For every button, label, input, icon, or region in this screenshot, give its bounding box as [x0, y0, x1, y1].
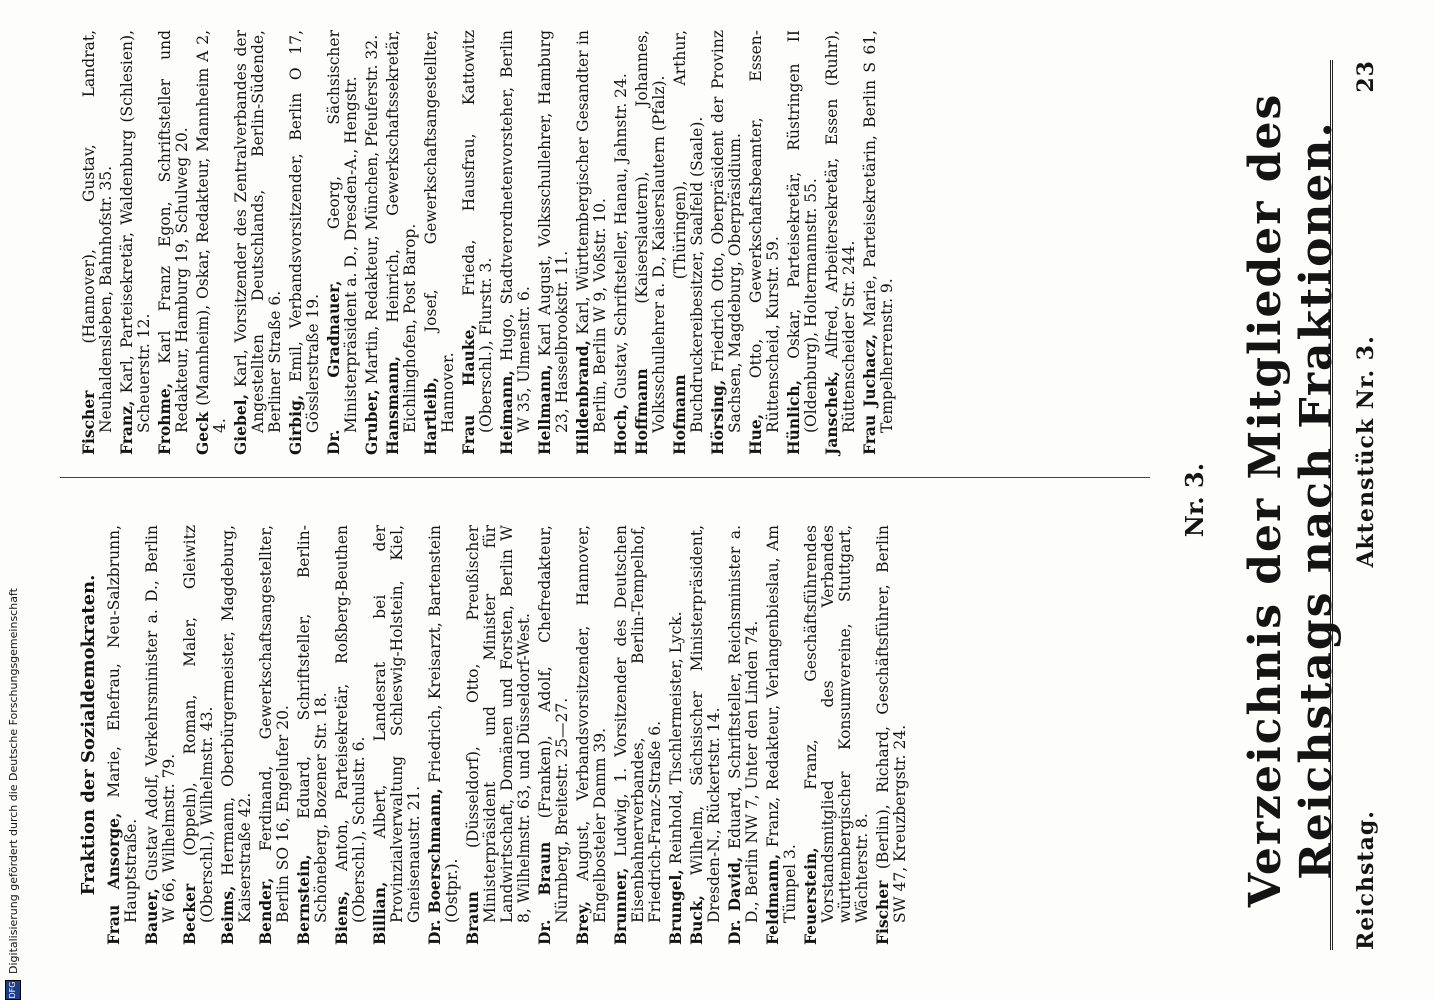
member-details: Eduard, Schriftsteller, Berlin-Schöneberg, Bozener Str. 18. — [295, 525, 330, 923]
member-details: Hugo, Stadtverordnetenvorsteher, Berlin W 35, Ulmenstr. 6. — [498, 30, 533, 433]
member-name: Frohme, — [155, 382, 174, 455]
member-details: Heinrich, Gewerkschaftssekretär, Eichlinghofen, Post Barop. — [384, 30, 419, 433]
member-details: Martin, Redakteur, München, Pfeuferstr. 32. — [363, 34, 381, 390]
member-name: Hünlich, — [784, 379, 803, 455]
member-name: Feldmann, — [763, 853, 782, 945]
digitization-note — [4, 0, 22, 1000]
member-name: Billian, — [370, 881, 389, 945]
member-entry — [426, 525, 461, 945]
member-details: Franz, Redakteur, Verlangenbieslau, Am Tümpel 3. — [764, 525, 799, 923]
member-details: (Oppeln), Roman, Maler, Gleiwitz (Oberschl.), Wilhelmstr. 43. — [181, 525, 216, 923]
member-details: Albert, Landesrat bei der Provinzialverwaltung Schleswig-Holstein, Kiel, Gneisenaustr. 21. — [371, 525, 423, 923]
member-details: Frieda, Hausfrau, Kattowitz (Oberschl.), Flurstr. 3. — [460, 30, 495, 433]
member-entry — [371, 525, 423, 945]
member-details: Franz, Geschäftsführendes Vorstandsmitglied des Verbandes württembergischer Konsumvereine, Stuttgart, Wächterstr. 8. — [802, 525, 871, 923]
member-details: Anton, Parteisekretär, Roßberg-Beuthen (Oberschl.), Schulstr. 6. — [333, 525, 368, 923]
member-entry — [194, 30, 229, 455]
member-entry — [363, 30, 381, 455]
member-name: Fischer — [873, 880, 892, 945]
member-entry — [181, 525, 216, 945]
member-details: Reinhold, Tischlermeister, Lyck. — [667, 611, 685, 870]
member-entry — [80, 30, 115, 455]
member-entry — [861, 30, 896, 455]
header-left: Reichstag. — [1353, 810, 1379, 950]
member-entry — [143, 525, 178, 945]
member-name: Bernstein, — [294, 854, 313, 945]
member-name: Franz, — [117, 400, 136, 455]
member-details: Eduard, Schriftsteller, Reichsminister a. D., Berlin NW 7, Unter den Linden 74. — [726, 525, 761, 923]
member-entry — [747, 30, 782, 455]
member-name: Dr. Boerschmann, — [425, 788, 444, 945]
left-column — [80, 525, 1224, 945]
member-name: Feuerstein, — [801, 847, 820, 945]
member-entry — [325, 30, 360, 455]
member-list-left — [105, 525, 909, 945]
member-entry — [633, 30, 668, 455]
document-number: Nr. 3. — [1180, 462, 1209, 538]
member-name: Beims, — [218, 885, 237, 945]
member-entry — [612, 525, 664, 945]
member-details: Marie, Parteisekretärin, Berlin S 61, Tempelherrenstr. 9. — [861, 30, 896, 433]
member-entry — [536, 30, 571, 455]
member-entry — [460, 30, 495, 455]
member-name: Hellmann, — [535, 364, 554, 455]
member-name: Bender, — [256, 877, 275, 945]
member-details: (Kaiserslautern), Johannes, Volksschullehrer a. D., Kaiserslautern (Pfalz). — [633, 30, 668, 433]
member-name: Frau Hauke, — [459, 324, 478, 455]
member-name: Bauer, — [142, 888, 161, 945]
member-details: Karl, Parteisekretär, Waldenburg (Schlesien), Scheuerstr. 12. — [118, 30, 153, 433]
member-entry — [156, 30, 191, 455]
member-name: Hildenbrand, — [573, 340, 592, 455]
member-details: (Hannover), Gustav, Landrat, Neuhaldensleben, Bahnhofstr. 35. — [80, 30, 115, 433]
member-details: Marie, Ehefrau, Neu-Salzbrunn, Hauptstraße. — [105, 525, 140, 923]
member-entry — [802, 525, 871, 945]
member-name: Fischer — [79, 390, 98, 455]
member-details: (Berlin), Richard, Geschäftsführer, Berlin SW 47, Kreuzbergstr. 24. — [874, 525, 909, 923]
member-name: Giebel, — [231, 394, 250, 455]
member-details: Karl, Vorsitzender des Zentralverbandes der Angestellten Deutschlands, Berlin-Südende, Berliner Straße 6. — [232, 30, 284, 433]
member-name: Hofmann — [670, 374, 689, 455]
member-details: Ludwig, 1. Vorsitzender des Deutschen Eisenbahnerverbandes, Berlin-Tempelhof, Friedrich-Franz-Straße 6. — [612, 525, 664, 923]
member-details: August, Verbandsvorsitzender, Hannover, Engelbosteler Damm 39. — [574, 525, 609, 923]
member-list-right — [80, 30, 896, 455]
member-entry — [785, 30, 820, 455]
member-entry — [823, 30, 858, 455]
member-name: Buck, — [687, 895, 706, 945]
member-details: Karl Franz Egon, Schriftsteller und Redakteur, Hamburg 19, Schulweg 20. — [156, 30, 191, 433]
column-divider — [60, 477, 1150, 478]
member-name: Hoch, — [611, 403, 630, 455]
page-title: Verzeichnis der Mitglieder des Reichstags nach Fraktionen. — [1240, 92, 1342, 908]
member-details: Wilhelm, Sächsischer Ministerpräsident, Dresden-N., Rückertstr. 14. — [688, 525, 723, 923]
right-column — [80, 30, 1224, 455]
member-entry — [574, 30, 609, 455]
member-entry — [498, 30, 533, 455]
page-header — [1346, 60, 1386, 950]
member-entry — [667, 525, 685, 945]
member-details: Oskar, Parteisekretär, Rüstringen II (Oldenburg), Holtermannstr. 55. — [785, 30, 820, 433]
member-details: Friedrich, Kreisarzt, Bartenstein (Ostpr.). — [426, 525, 461, 923]
member-entry — [287, 30, 322, 455]
member-name: Hansmann, — [383, 355, 402, 455]
member-name: Dr. Braun — [535, 841, 554, 945]
member-entry — [384, 30, 419, 455]
member-name: Heimann, — [497, 370, 516, 455]
member-name: Hoffmann — [632, 368, 651, 455]
member-entry — [105, 525, 140, 945]
member-details: Otto, Gewerkschaftsbeamter, Essen-Rüttenscheid, Kurstr. 59. — [747, 30, 782, 433]
fraction-title: Fraktion der Sozialdemokraten. — [78, 574, 99, 896]
member-entry — [671, 30, 706, 455]
member-entry — [764, 525, 799, 945]
member-details: (Mannheim), Oskar, Redakteur, Mannheim A 2, 4. — [194, 30, 229, 433]
member-entry — [333, 525, 368, 945]
member-name: Janschek, — [822, 370, 841, 455]
member-details: Ferdinand, Gewerkschaftsangestellter, Berlin SO 16, Engelufer 20. — [257, 525, 292, 923]
member-details: (Düsseldorf), Otto, Preußischer Ministerpräsident und Minister für Landwirtschaft, Domänen und Forsten, Berlin W 8, Wilhelmstr. 63, und Düsseldorf-West. — [464, 525, 533, 923]
member-name: Becker — [180, 883, 199, 945]
member-entry — [612, 30, 630, 455]
member-details: (Thüringen), Arthur, Buchdruckereibesitzer, Saalfeld (Saale). — [671, 30, 706, 433]
member-entry — [219, 525, 254, 945]
member-entry — [874, 525, 909, 945]
member-details: Karl, Württembergischer Gesandter in Berlin, Berlin W 9, Voßstr. 10. — [574, 30, 609, 433]
member-entry — [257, 525, 292, 945]
member-entry — [422, 30, 457, 455]
member-entry — [536, 525, 571, 945]
digitization-text: Digitalisierung gefördert durch die Deutsche Forschungsgemeinschaft — [6, 588, 20, 974]
member-details: Alfred, Arbeitersekretär, Essen (Ruhr), Rüttenscheider Str. 244. — [823, 30, 858, 433]
member-name: Dr. Gradnauer, — [324, 280, 343, 455]
member-details: Friedrich Otto, Oberpräsident der Provinz Sachsen, Magdeburg, Oberpräsidium. — [709, 30, 744, 433]
member-entry — [574, 525, 609, 945]
member-entry — [688, 525, 723, 945]
member-details: Josef, Gewerkschaftsangestellter, Hannover. — [422, 30, 457, 433]
member-name: Frau Juchacz, — [860, 333, 879, 455]
member-name: Frau Ansorge, — [104, 812, 123, 945]
member-name: Brey, — [573, 900, 592, 945]
member-details: Karl August, Volksschullehrer, Hamburg 23, Hasselbrookstr. 11. — [536, 30, 571, 433]
member-entry — [295, 525, 330, 945]
member-details: (Franken), Adolf, Chefredakteur, Nürnberg, Breitestr. 25—27. — [536, 525, 571, 923]
member-entry — [232, 30, 284, 455]
member-name: Hörsing, — [708, 379, 727, 455]
member-details: Emil, Verbandsvorsitzender, Berlin O 17, Gösslerstraße 19. — [287, 30, 322, 433]
member-details: Gustav Adolf, Verkehrsminister a. D., Berlin W 66, Wilhelmstr. 79. — [143, 525, 178, 923]
member-name: Hartleib, — [421, 377, 440, 455]
member-name: Geck — [193, 411, 212, 455]
member-details: Hermann, Oberbürgermeister, Magdeburg, Kaiserstraße 42. — [219, 525, 254, 923]
member-details: Georg, Sächsischer Ministerpräsident a. D., Dresden-A., Hengstr. — [325, 30, 360, 433]
member-entry — [709, 30, 744, 455]
member-name: Dr. David, — [725, 856, 744, 945]
member-name: Hue, — [746, 413, 765, 455]
member-entry — [726, 525, 761, 945]
member-entry — [118, 30, 153, 455]
member-name: Braun — [463, 891, 482, 945]
page-number: 23 — [1353, 60, 1379, 93]
member-name: Girbig, — [286, 394, 305, 455]
member-entry — [464, 525, 533, 945]
member-name: Brungel, — [666, 869, 685, 945]
dfg-logo: DFG — [5, 980, 21, 1000]
member-details: Gustav, Schriftsteller, Hanau, Jahnstr. 24. — [612, 73, 630, 404]
member-name: Biens, — [332, 890, 351, 945]
member-name: Gruber, — [362, 389, 381, 455]
member-name: Brunner, — [611, 867, 630, 945]
header-center: Aktenstück Nr. 3. — [1353, 335, 1379, 568]
